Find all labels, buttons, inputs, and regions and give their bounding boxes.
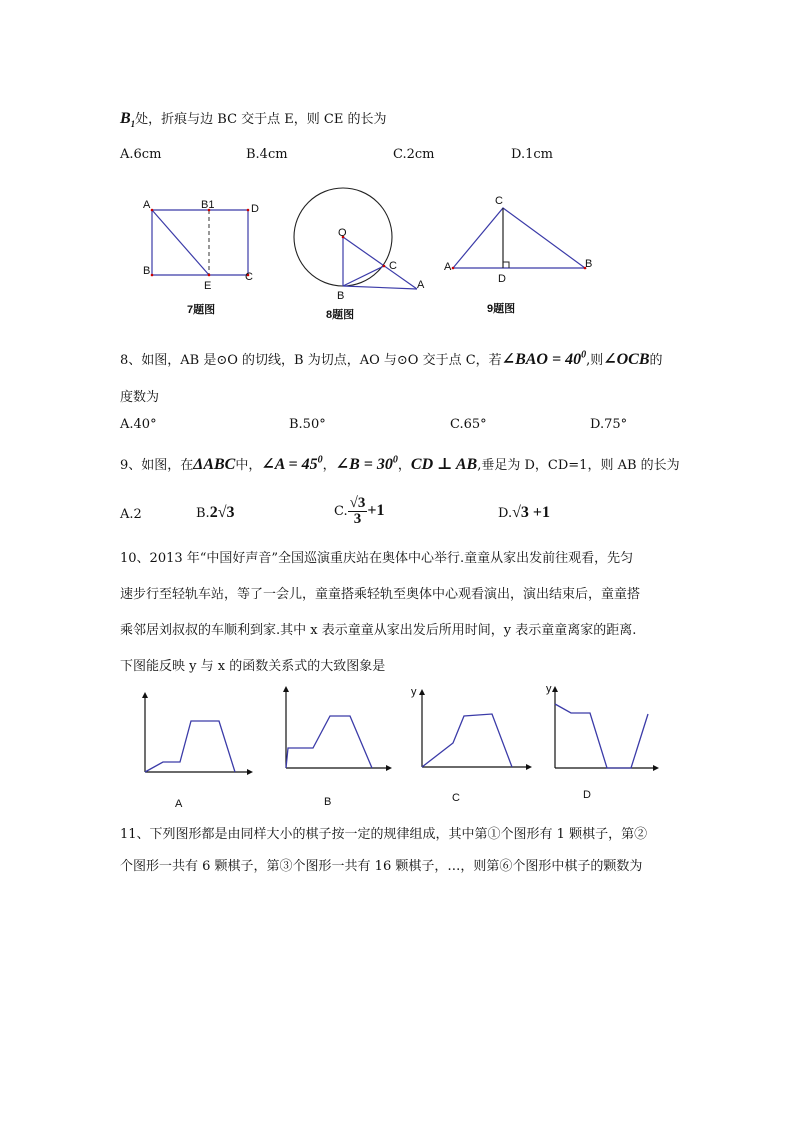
graph-c-y-label: y xyxy=(411,686,417,698)
q11-line2: 个图形一共有 6 颗棋子，第③个图形一共有 16 颗棋子，…，则第⑥个图形中棋子的颗数为 xyxy=(120,859,643,874)
q10-line4: 下图能反映 y 与 x 的函数关系式的大致图象是 xyxy=(120,659,386,674)
fig7-label-d: D xyxy=(251,203,259,215)
q7-continuation-text: 处，折痕与边 BC 交于点 E，则 CE 的长为 xyxy=(135,112,387,127)
q9-triangle: ΔABC xyxy=(193,456,236,473)
q7-option-d: D.1cm xyxy=(511,147,553,162)
graph-d xyxy=(541,680,671,805)
q8-line1: 8、如图，AB 是⊙O 的切线，B 为切点，AO 与⊙O 交于点 C，若∠BAO = $40^0$,则∠OCB的 xyxy=(120,349,663,368)
fig7-label-b: B xyxy=(143,265,151,277)
q7-option-b: B.4cm xyxy=(246,147,288,162)
q10-line3: 乘邻居刘叔叔的车顺利到家.其中 x 表示童童从家出发后所用时间，y 表示童童离家的距离. xyxy=(120,623,637,638)
q10-line1: 10、2013 年“中国好声音”全国巡演重庆站在奥体中心举行.童童从家出发前往观看，先匀 xyxy=(120,551,634,566)
fig8-label-a: A xyxy=(417,279,425,291)
q9-question: 9、如图，在ΔABC中，∠A = $45^0$，∠B = $30^0$，CD ⊥ AB,垂足为 D，CD=1，则 AB 的长为 xyxy=(120,454,680,473)
fig8-label-b: B xyxy=(337,290,345,302)
q7-option-c: C.2cm xyxy=(393,147,435,162)
graph-c xyxy=(408,683,538,808)
graph-c-label: C xyxy=(452,792,460,804)
q8-option-d: D.75° xyxy=(590,417,628,432)
graph-a-label: A xyxy=(175,798,183,810)
q7-option-a: A.6cm xyxy=(120,147,162,162)
fig8-caption: 8题图 xyxy=(326,309,355,321)
fig7-label-b1: B1 xyxy=(201,199,215,211)
q9-angle-b: ∠B = $30^0$ xyxy=(335,454,398,473)
fig7-label-e: E xyxy=(204,280,212,292)
fig8-label-o: O xyxy=(338,227,347,239)
q9-angle-a: ∠A = $45^0$ xyxy=(261,454,323,473)
graph-a xyxy=(125,688,255,813)
q9-option-c-fraction: $\frac{√3}{3}$ xyxy=(349,495,366,527)
q8-option-c: C.65° xyxy=(450,417,487,432)
graph-d-y-label: y xyxy=(546,683,552,695)
fig8-label-c: C xyxy=(389,260,397,272)
q10-line2: 速步行至轻轨车站，等了一会儿，童童搭乘轻轨至奥体中心观看演出，演出结束后，童童搭 xyxy=(120,587,641,602)
fig9-label-b: B xyxy=(585,258,593,270)
graph-b xyxy=(268,682,398,807)
q9-option-d: D.√3 +1 xyxy=(498,504,550,521)
b1-math: $B_1$ xyxy=(120,110,136,130)
fig9-caption: 9题图 xyxy=(487,303,516,315)
fig9-label-a: A xyxy=(444,261,452,273)
q9-perpendicular: CD ⊥ AB xyxy=(410,456,478,473)
q8-angle-ocb: ∠OCB xyxy=(603,351,650,368)
q11-line1: 11、下列图形都是由同样大小的棋子按一定的规律组成，其中第①个图形有 1 颗棋子，第② xyxy=(120,827,648,842)
q8-angle-bao: ∠BAO = $40^0$ xyxy=(501,349,587,368)
figure-8-circle-tangent xyxy=(285,182,435,327)
q8-option-b: B.50° xyxy=(289,417,326,432)
q8-option-a: A.40° xyxy=(120,417,157,432)
q8-line2: 度数为 xyxy=(120,390,160,405)
graph-d-label: D xyxy=(583,789,591,801)
q9-option-a: A.2 xyxy=(120,507,142,522)
figure-7-rectangle-fold xyxy=(140,195,270,325)
fig7-caption: 7题图 xyxy=(187,304,216,316)
graph-b-label: B xyxy=(324,796,332,808)
fig7-label-c: C xyxy=(245,271,253,283)
fig7-label-a: A xyxy=(143,199,151,211)
q9-option-b: B.2√3 xyxy=(196,504,235,521)
fig9-label-c: C xyxy=(495,195,503,207)
q7-continuation xyxy=(120,108,387,129)
fig9-label-d: D xyxy=(498,273,506,285)
q9-option-c: C. $\frac{√3}{3}$ +1 xyxy=(334,495,385,527)
figure-9-triangle xyxy=(440,190,610,320)
